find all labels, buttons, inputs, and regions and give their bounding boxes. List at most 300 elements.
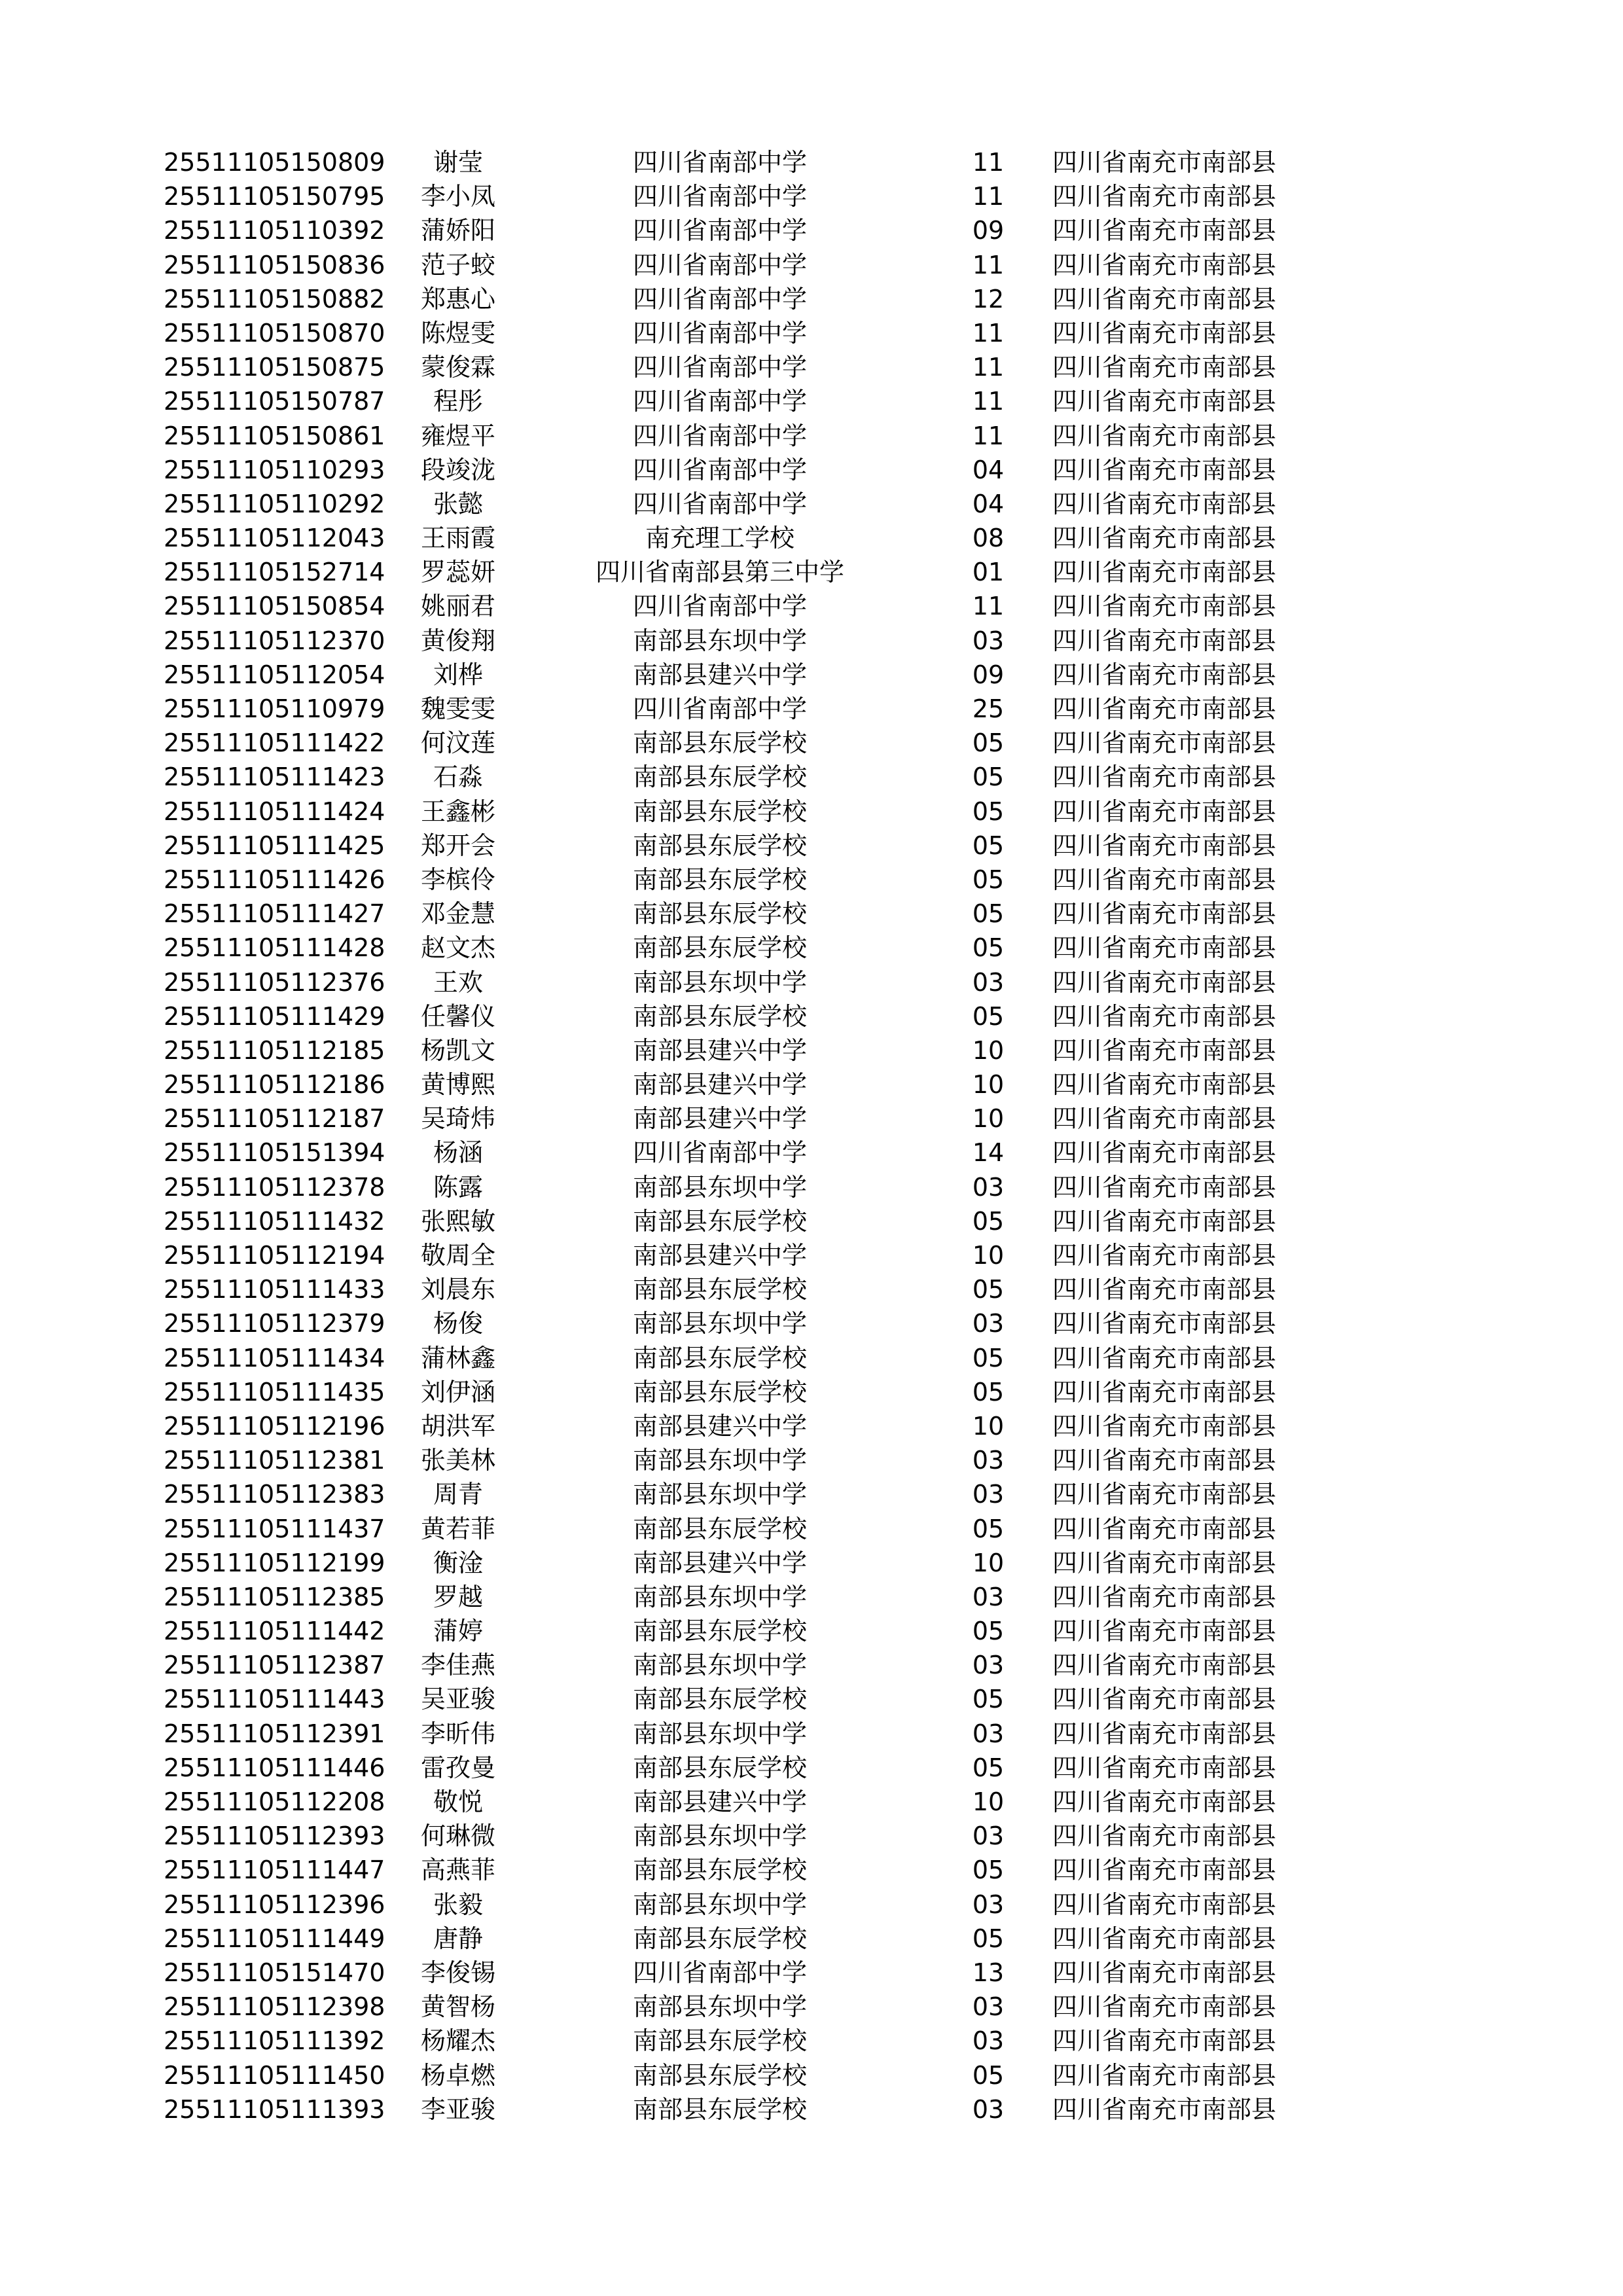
student-id: 25511105110979 [164, 694, 385, 723]
table-row [0, 999, 1623, 1033]
student-id: 25511105111393 [164, 2094, 385, 2124]
region: 四川省南充市南部县 [1052, 1582, 1277, 1611]
student-name: 刘桦 [433, 660, 483, 689]
class-number: 04 [972, 489, 1005, 518]
school-name: 南部县东坝中学 [632, 1719, 807, 1748]
student-name: 李槟伶 [420, 865, 495, 894]
student-name: 杨凯文 [420, 1035, 495, 1065]
student-id: 25511105151394 [164, 1138, 385, 1168]
region: 四川省南充市南部县 [1052, 592, 1277, 621]
region: 四川省南充市南部县 [1052, 318, 1277, 348]
region: 四川省南充市南部县 [1052, 1446, 1277, 1475]
student-name: 李俊锡 [420, 1958, 495, 1987]
student-id: 25511105111447 [164, 1856, 385, 1885]
class-number: 03 [972, 1821, 1005, 1851]
student-name: 杨卓燃 [420, 2060, 495, 2090]
student-name: 雍煜平 [420, 421, 495, 450]
table-row [0, 1409, 1623, 1443]
school-name: 四川省南部中学 [632, 455, 807, 484]
student-name: 罗蕊妍 [420, 558, 495, 587]
student-name: 黄博熙 [420, 1070, 495, 1100]
class-number: 10 [972, 1070, 1005, 1100]
region: 四川省南充市南部县 [1052, 1104, 1277, 1134]
student-id: 25511105111450 [164, 2060, 385, 2090]
table-row [0, 1033, 1623, 1067]
class-number: 03 [972, 626, 1005, 655]
student-id: 25511105112196 [164, 1411, 385, 1441]
class-number: 13 [972, 1958, 1005, 1987]
student-id: 25511105111427 [164, 899, 385, 929]
student-name: 何汶莲 [420, 728, 495, 758]
student-id: 25511105112385 [164, 1582, 385, 1611]
table-row [0, 829, 1623, 863]
table-row [0, 1238, 1623, 1272]
school-name: 南部县东坝中学 [632, 626, 807, 655]
student-name: 蒲林鑫 [420, 1343, 495, 1372]
region: 四川省南充市南部县 [1052, 1377, 1277, 1407]
table-row [0, 282, 1623, 316]
school-name: 南部县东辰学校 [632, 1206, 807, 1236]
table-row [0, 213, 1623, 247]
school-name: 南部县东辰学校 [632, 797, 807, 826]
region: 四川省南充市南部县 [1052, 797, 1277, 826]
class-number: 05 [972, 1924, 1005, 1953]
class-number: 10 [972, 1411, 1005, 1441]
school-name: 南部县东辰学校 [632, 1275, 807, 1304]
student-name: 蒲婷 [433, 1617, 483, 1646]
school-name: 南部县东坝中学 [632, 1992, 807, 2022]
class-number: 05 [972, 1001, 1005, 1031]
class-number: 04 [972, 455, 1005, 484]
table-row [0, 419, 1623, 453]
school-name: 南部县东坝中学 [632, 1821, 807, 1851]
student-id: 25511105150836 [164, 250, 385, 279]
region: 四川省南充市南部县 [1052, 524, 1277, 553]
school-name: 南充理工学校 [645, 524, 794, 553]
region: 四川省南充市南部县 [1052, 626, 1277, 655]
student-name: 王雨霞 [420, 524, 495, 553]
school-name: 南部县东辰学校 [632, 1001, 807, 1031]
region: 四川省南充市南部县 [1052, 660, 1277, 689]
region: 四川省南充市南部县 [1052, 1753, 1277, 1782]
school-name: 四川省南部中学 [632, 216, 807, 245]
student-id: 25511105150809 [164, 148, 385, 177]
school-name: 四川省南部中学 [632, 421, 807, 450]
table-row [0, 931, 1623, 965]
student-name: 黄智杨 [420, 1992, 495, 2022]
student-id: 25511105152714 [164, 558, 385, 587]
student-name: 范子蛟 [420, 250, 495, 279]
school-name: 南部县东辰学校 [632, 899, 807, 929]
table-row [0, 316, 1623, 350]
school-name: 南部县东坝中学 [632, 967, 807, 997]
student-id: 25511105112396 [164, 1890, 385, 1919]
region: 四川省南充市南部县 [1052, 2094, 1277, 2124]
school-name: 南部县东坝中学 [632, 1309, 807, 1338]
table-row [0, 248, 1623, 282]
region: 四川省南充市南部县 [1052, 1206, 1277, 1236]
student-name: 邓金慧 [420, 899, 495, 929]
class-number: 03 [972, 1446, 1005, 1475]
class-number: 03 [972, 1480, 1005, 1509]
class-number: 05 [972, 1617, 1005, 1646]
region: 四川省南充市南部县 [1052, 1035, 1277, 1065]
class-number: 05 [972, 865, 1005, 894]
table-row [0, 1170, 1623, 1204]
class-number: 10 [972, 1104, 1005, 1134]
student-name: 张美林 [420, 1446, 495, 1475]
class-number: 03 [972, 967, 1005, 997]
student-id: 25511105112208 [164, 1787, 385, 1816]
school-name: 南部县东坝中学 [632, 1651, 807, 1680]
table-row [0, 1853, 1623, 1887]
region: 四川省南充市南部县 [1052, 728, 1277, 758]
class-number: 05 [972, 762, 1005, 792]
class-number: 08 [972, 524, 1005, 553]
class-number: 03 [972, 2026, 1005, 2056]
class-number: 05 [972, 1685, 1005, 1714]
table-row [0, 453, 1623, 487]
student-id: 25511105111426 [164, 865, 385, 894]
student-id: 25511105112398 [164, 1992, 385, 2022]
class-number: 05 [972, 1275, 1005, 1304]
school-name: 南部县东坝中学 [632, 1172, 807, 1202]
student-name: 赵文杰 [420, 933, 495, 963]
student-id: 25511105150854 [164, 592, 385, 621]
student-id: 25511105111423 [164, 762, 385, 792]
school-name: 南部县东辰学校 [632, 1377, 807, 1407]
student-id: 25511105112379 [164, 1309, 385, 1338]
table-row [0, 1956, 1623, 1990]
school-name: 四川省南部中学 [632, 284, 807, 314]
class-number: 03 [972, 1309, 1005, 1338]
student-name: 敬悦 [433, 1787, 483, 1816]
school-name: 南部县东辰学校 [632, 2060, 807, 2090]
student-id: 25511105112378 [164, 1172, 385, 1202]
student-id: 25511105112054 [164, 660, 385, 689]
region: 四川省南充市南部县 [1052, 1001, 1277, 1031]
class-number: 12 [972, 284, 1005, 314]
student-name: 姚丽君 [420, 592, 495, 621]
school-name: 南部县东辰学校 [632, 1685, 807, 1714]
region: 四川省南充市南部县 [1052, 1411, 1277, 1441]
table-row [0, 1204, 1623, 1238]
student-name: 罗越 [433, 1582, 483, 1611]
class-number: 05 [972, 831, 1005, 860]
class-number: 11 [972, 421, 1005, 450]
table-row [0, 1922, 1623, 1956]
student-name: 陈煜雯 [420, 318, 495, 348]
region: 四川省南充市南部县 [1052, 1821, 1277, 1851]
student-name: 王欢 [433, 967, 483, 997]
school-name: 南部县建兴中学 [632, 1241, 807, 1270]
student-id: 25511105111437 [164, 1514, 385, 1543]
table-row [0, 350, 1623, 384]
table-row [0, 1512, 1623, 1546]
school-name: 四川省南部中学 [632, 592, 807, 621]
region: 四川省南充市南部县 [1052, 1172, 1277, 1202]
student-id: 25511105111446 [164, 1753, 385, 1782]
student-id: 25511105112381 [164, 1446, 385, 1475]
table-row [0, 1717, 1623, 1751]
school-name: 南部县建兴中学 [632, 1104, 807, 1134]
table-row [0, 1682, 1623, 1716]
student-id: 25511105110292 [164, 489, 385, 518]
school-name: 南部县东坝中学 [632, 1890, 807, 1919]
school-name: 四川省南部中学 [632, 250, 807, 279]
school-name: 四川省南部中学 [632, 387, 807, 416]
table-row [0, 726, 1623, 760]
student-name: 刘晨东 [420, 1275, 495, 1304]
student-name: 衡淦 [433, 1548, 483, 1577]
school-name: 南部县建兴中学 [632, 1411, 807, 1441]
student-name: 高燕菲 [420, 1856, 495, 1885]
student-name: 石淼 [433, 762, 483, 792]
student-id: 25511105112185 [164, 1035, 385, 1065]
region: 四川省南充市南部县 [1052, 831, 1277, 860]
region: 四川省南充市南部县 [1052, 1480, 1277, 1509]
student-name: 敬周全 [420, 1241, 495, 1270]
table-row [0, 1477, 1623, 1511]
student-name: 李亚骏 [420, 2094, 495, 2124]
table-row [0, 179, 1623, 213]
table-row [0, 1102, 1623, 1136]
table-row [0, 1067, 1623, 1102]
student-name: 胡洪军 [420, 1411, 495, 1441]
table-row [0, 692, 1623, 726]
table-row [0, 1580, 1623, 1614]
region: 四川省南充市南部县 [1052, 1856, 1277, 1885]
school-name: 四川省南部中学 [632, 318, 807, 348]
school-name: 南部县东辰学校 [632, 2094, 807, 2124]
student-name: 张熙敏 [420, 1206, 495, 1236]
school-name: 南部县东辰学校 [632, 762, 807, 792]
student-id: 25511105110392 [164, 216, 385, 245]
region: 四川省南充市南部县 [1052, 1958, 1277, 1987]
student-name: 杨俊 [433, 1309, 483, 1338]
student-name: 唐静 [433, 1924, 483, 1953]
student-name: 李小凤 [420, 182, 495, 211]
student-list [0, 145, 1623, 2126]
class-number: 05 [972, 1514, 1005, 1543]
student-name: 雷孜曼 [420, 1753, 495, 1782]
table-row [0, 1785, 1623, 1819]
region: 四川省南充市南部县 [1052, 933, 1277, 963]
student-name: 杨涵 [433, 1138, 483, 1168]
student-name: 吴亚骏 [420, 1685, 495, 1714]
student-name: 蒲娇阳 [420, 216, 495, 245]
class-number: 01 [972, 558, 1005, 587]
student-id: 25511105150795 [164, 182, 385, 211]
student-name: 段竣泷 [420, 455, 495, 484]
class-number: 05 [972, 899, 1005, 929]
school-name: 南部县东坝中学 [632, 1480, 807, 1509]
region: 四川省南充市南部县 [1052, 1275, 1277, 1304]
school-name: 南部县东辰学校 [632, 1617, 807, 1646]
table-row [0, 863, 1623, 897]
region: 四川省南充市南部县 [1052, 1343, 1277, 1372]
school-name: 南部县东辰学校 [632, 1924, 807, 1953]
student-id: 25511105112043 [164, 524, 385, 553]
class-number: 05 [972, 797, 1005, 826]
student-id: 25511105111449 [164, 1924, 385, 1953]
school-name: 南部县东辰学校 [632, 1753, 807, 1782]
school-name: 四川省南部中学 [632, 182, 807, 211]
school-name: 四川省南部中学 [632, 1958, 807, 1987]
table-row [0, 1751, 1623, 1785]
table-row [0, 2092, 1623, 2126]
table-row [0, 1341, 1623, 1375]
region: 四川省南充市南部县 [1052, 489, 1277, 518]
student-id: 25511105111433 [164, 1275, 385, 1304]
region: 四川省南充市南部县 [1052, 387, 1277, 416]
class-number: 05 [972, 1377, 1005, 1407]
student-id: 25511105150787 [164, 387, 385, 416]
table-row [0, 1306, 1623, 1340]
region: 四川省南充市南部县 [1052, 1241, 1277, 1270]
region: 四川省南充市南部县 [1052, 182, 1277, 211]
student-id: 25511105112199 [164, 1548, 385, 1577]
region: 四川省南充市南部县 [1052, 558, 1277, 587]
table-row [0, 555, 1623, 589]
student-id: 25511105112393 [164, 1821, 385, 1851]
region: 四川省南充市南部县 [1052, 284, 1277, 314]
class-number: 11 [972, 387, 1005, 416]
student-id: 25511105112376 [164, 967, 385, 997]
student-id: 25511105150861 [164, 421, 385, 450]
student-name: 郑开会 [420, 831, 495, 860]
class-number: 10 [972, 1035, 1005, 1065]
student-name: 任馨仪 [420, 1001, 495, 1031]
school-name: 南部县东坝中学 [632, 1446, 807, 1475]
class-number: 05 [972, 2060, 1005, 2090]
class-number: 11 [972, 318, 1005, 348]
class-number: 10 [972, 1548, 1005, 1577]
student-id: 25511105111443 [164, 1685, 385, 1714]
table-row [0, 521, 1623, 555]
school-name: 南部县东辰学校 [632, 831, 807, 860]
region: 四川省南充市南部县 [1052, 216, 1277, 245]
student-id: 25511105112370 [164, 626, 385, 655]
student-name: 程彤 [433, 387, 483, 416]
student-id: 25511105112391 [164, 1719, 385, 1748]
student-id: 25511105112383 [164, 1480, 385, 1509]
region: 四川省南充市南部县 [1052, 2060, 1277, 2090]
student-id: 25511105150875 [164, 353, 385, 382]
class-number: 10 [972, 1241, 1005, 1270]
student-name: 郑惠心 [420, 284, 495, 314]
school-name: 四川省南部中学 [632, 694, 807, 723]
class-number: 05 [972, 1856, 1005, 1885]
table-row [0, 658, 1623, 692]
class-number: 03 [972, 1890, 1005, 1919]
table-row [0, 1272, 1623, 1306]
table-row [0, 1888, 1623, 1922]
student-id: 25511105111434 [164, 1343, 385, 1372]
region: 四川省南充市南部县 [1052, 1309, 1277, 1338]
region: 四川省南充市南部县 [1052, 762, 1277, 792]
region: 四川省南充市南部县 [1052, 694, 1277, 723]
class-number: 11 [972, 182, 1005, 211]
student-id: 25511105111425 [164, 831, 385, 860]
student-id: 25511105112387 [164, 1651, 385, 1680]
table-row [0, 760, 1623, 794]
region: 四川省南充市南部县 [1052, 2026, 1277, 2056]
student-id: 25511105112187 [164, 1104, 385, 1134]
table-row [0, 965, 1623, 999]
school-name: 南部县建兴中学 [632, 1070, 807, 1100]
class-number: 03 [972, 1719, 1005, 1748]
class-number: 09 [972, 216, 1005, 245]
region: 四川省南充市南部县 [1052, 899, 1277, 929]
class-number: 11 [972, 353, 1005, 382]
school-name: 南部县东辰学校 [632, 865, 807, 894]
region: 四川省南充市南部县 [1052, 865, 1277, 894]
region: 四川省南充市南部县 [1052, 421, 1277, 450]
class-number: 10 [972, 1787, 1005, 1816]
student-name: 杨耀杰 [420, 2026, 495, 2056]
student-name: 黄若菲 [420, 1514, 495, 1543]
student-name: 李佳燕 [420, 1651, 495, 1680]
class-number: 03 [972, 1582, 1005, 1611]
class-number: 11 [972, 592, 1005, 621]
school-name: 南部县建兴中学 [632, 1787, 807, 1816]
student-id: 25511105111429 [164, 1001, 385, 1031]
region: 四川省南充市南部县 [1052, 250, 1277, 279]
table-row [0, 145, 1623, 179]
class-number: 03 [972, 1172, 1005, 1202]
student-name: 王鑫彬 [420, 797, 495, 826]
student-name: 吴琦炜 [420, 1104, 495, 1134]
class-number: 11 [972, 148, 1005, 177]
region: 四川省南充市南部县 [1052, 148, 1277, 177]
student-name: 谢莹 [433, 148, 483, 177]
school-name: 南部县东辰学校 [632, 1343, 807, 1372]
student-name: 魏雯雯 [420, 694, 495, 723]
region: 四川省南充市南部县 [1052, 1617, 1277, 1646]
region: 四川省南充市南部县 [1052, 1890, 1277, 1919]
table-row [0, 2024, 1623, 2058]
region: 四川省南充市南部县 [1052, 1548, 1277, 1577]
student-id: 25511105111428 [164, 933, 385, 963]
student-name: 张毅 [433, 1890, 483, 1919]
school-name: 南部县东辰学校 [632, 1856, 807, 1885]
class-number: 11 [972, 250, 1005, 279]
table-row [0, 384, 1623, 418]
region: 四川省南充市南部县 [1052, 1685, 1277, 1714]
table-row [0, 795, 1623, 829]
school-name: 南部县东辰学校 [632, 2026, 807, 2056]
table-row [0, 1443, 1623, 1477]
table-row [0, 1136, 1623, 1170]
school-name: 南部县建兴中学 [632, 1548, 807, 1577]
student-id: 25511105111442 [164, 1617, 385, 1646]
region: 四川省南充市南部县 [1052, 967, 1277, 997]
student-id: 25511105112186 [164, 1070, 385, 1100]
class-number: 09 [972, 660, 1005, 689]
table-row [0, 1990, 1623, 2024]
student-id: 25511105151470 [164, 1958, 385, 1987]
student-name: 刘伊涵 [420, 1377, 495, 1407]
region: 四川省南充市南部县 [1052, 1992, 1277, 2022]
student-id: 25511105111435 [164, 1377, 385, 1407]
region: 四川省南充市南部县 [1052, 1787, 1277, 1816]
class-number: 05 [972, 728, 1005, 758]
school-name: 四川省南部县第三中学 [595, 558, 844, 587]
region: 四川省南充市南部县 [1052, 1924, 1277, 1953]
table-row [0, 2058, 1623, 2092]
region: 四川省南充市南部县 [1052, 1070, 1277, 1100]
